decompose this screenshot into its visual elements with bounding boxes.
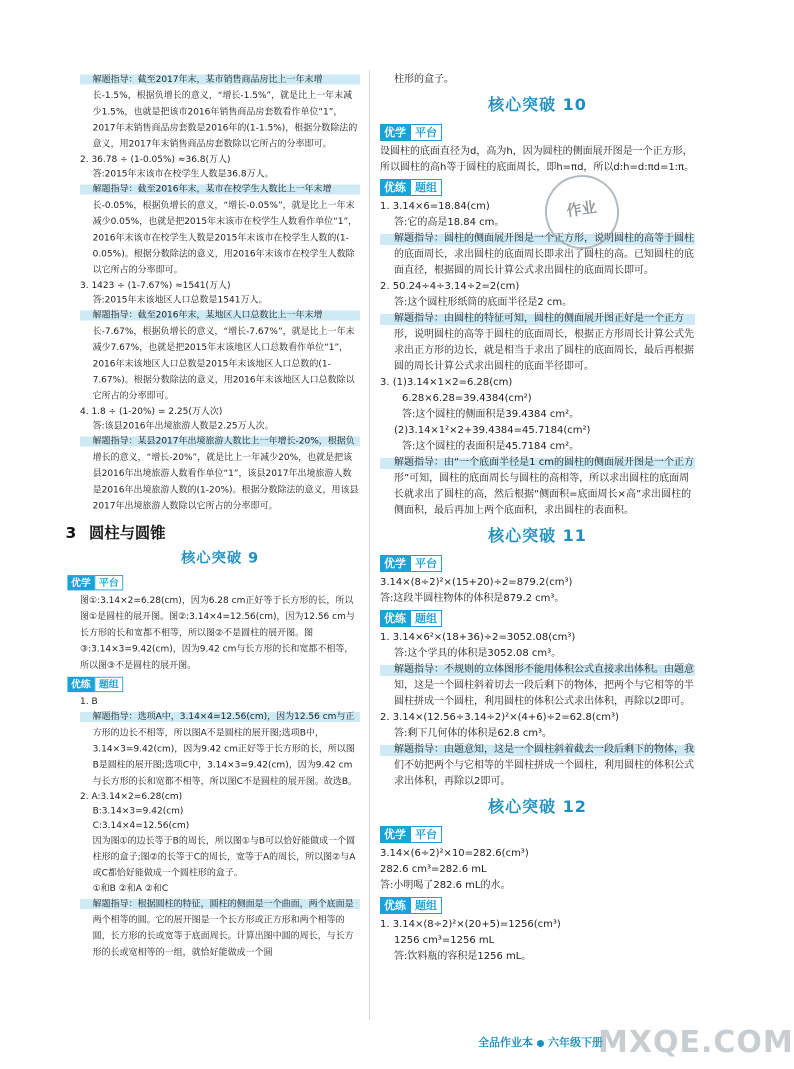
answer-line: 3.14×(8÷2)²×(15+20)÷2=879.2(cm³) [380,577,573,588]
answer-line: B:3.14×3=9.42(cm) [92,806,184,817]
badge-part: 题组 [410,610,442,627]
paragraph: 图①:3.14×2=6.28(cm)，因为6.28 cm正好等于长方形的长，所以图①是圆柱的展开图。图②:3.14×4=12.56(cm)，因为12.56 cm与长方形的长和宽都不相等，所以图②不是圆柱的展开图。图③:3.14×3=9.42(cm)，因为9.42 cm与长方形的长和宽都不相等，所以图③不是圆柱的展开图。 [80,595,355,671]
answer-line: 答:剩下几何体的体积是62.8 cm³。 [394,728,553,739]
footer-brand: 全品作业本 [478,1036,533,1049]
answer-line: 3. 1423 ÷ (1-7.67%) ≈1541(万人) [80,280,231,291]
analysis-block: 解题指导：截至2017年末，某市销售商品房比上一年末增长-1.5%，根据负增长的意义，“增长-1.5%”，就是比上一年末减少1.5%，也就是把该市2016年销售商品房套数看作单位“1”，2017年末销售商品房套数是2016年的(1-1.5%)，根据分数除法的意义，用2017年末销售商品房套数除以它所占的分率即可。 [80,72,360,153]
analysis-block: 解题指导：由“一个底面半径是1 cm的圆柱的侧面展开图是一个正方形”可知，圆柱的底面周长与圆柱的高相等，所以求出圆柱的底面周长就求出了圆柱的高，然后根据“侧面积=底面周长×高”求出圆柱的侧面积，最后再加上两个底面积，求出圆柱的表面积。 [380,455,695,519]
answer-line: 答:该县2016年出境旅游人数是2.25万人次。 [92,421,274,432]
badge-youlian [380,179,442,196]
answer-line: 3. (1)3.14×1×2=6.28(cm) [380,377,513,388]
column-divider [369,70,370,1020]
chapter-title [66,520,360,543]
badge-part: 优练 [67,677,94,692]
section-heading-9: 核心突破 9 [180,549,260,567]
answer-line: 1. 3.14×6=18.84(cm) [380,201,490,212]
answer-line: 2. 36.78 ÷ (1-0.05%) ≈36.8(万人) [80,154,231,165]
answer-line: 答:它的高是18.84 cm。 [394,217,505,228]
answer-line: 答:饮料瓶的容积是1256 mL。 [394,951,532,962]
badge-youlian [67,677,123,692]
footer-grade: 六年级下册 [548,1036,603,1049]
analysis-block: 解题指导：根据圆柱的特征，圆柱的侧面是一个曲面，两个底面是两个相等的圆。它的展开图是一个长方形或正方形和两个相等的圆，长方形的长或宽等于底面周长。计算出图中圆的周长，与长方形的长或宽相等的一组，就恰好能做成一个圆 [80,896,360,961]
answer-line: 1. B [80,696,98,707]
bullet-icon [537,1040,544,1047]
answer-line: 4. 1.8 ÷ (1-20%) = 2.25(万人次) [80,406,223,417]
analysis-block: 解题指导：由题意知，这是一个圆柱斜着截去一段后剩下的物体，我们不妨把两个与它相等的半圆柱拼成一个圆柱，利用圆柱的体积公式求出体积，再除以2即可。 [380,742,695,790]
badge-part: 优学 [67,575,94,590]
answer-line: 因为图①的边长等于B的周长，所以图①与B可以恰好能做成一个圆柱形的盒子;图②的长等于C的周长，宽等于A的周长，所以图②与A或C都恰好能做成一个圆柱形的盒子。 [92,836,356,879]
left-column [65,72,360,961]
chapter-name: 圆柱与圆锥 [89,524,166,543]
badge-youlian [380,897,442,914]
answer-line: 答:小明喝了282.6 mL的水。 [380,880,511,891]
badge-part: 优练 [380,179,410,196]
answer-line: 答:2015年末该市在校学生人数是36.8万人。 [92,169,274,180]
site-watermark: MXQE.COM [598,1025,794,1060]
right-column [380,72,695,965]
badge-part: 题组 [410,897,442,914]
answer-line: 1. 3.14×6²×(18+36)÷2=3052.08(cm³) [380,632,576,643]
badge-part: 优学 [380,555,410,572]
answer-line: 1256 cm³=1256 mL [394,935,495,946]
badge-youxue [67,575,123,590]
badge-part: 优学 [380,826,410,843]
homework-stamp: 作业 [540,170,624,254]
answer-line: (2)3.14×1²×2+39.4384=45.7184(cm²) [394,425,591,436]
analysis-block: 解题指导：截至2016年末，某市在校学生人数比上一年末增长-0.05%，根据负增长的意义，“增长-0.05%”，就是比上一年末减少0.05%，也就是把2015年末该市在校学生人数看作单位“1”，2016年末该市在校学生人数是2015年末该市在校学生人数的(1-0.05%)。根据分数除法的意义，用2016年末该市在校学生人数除以它所占的分率即可。 [80,182,360,279]
badge-youxue [380,124,442,141]
answer-line: 答:这个圆柱形纸筒的底面半径是2 cm。 [394,297,573,308]
answer-line: 答:这段半圆柱物体的体积是879.2 cm³。 [380,593,565,604]
analysis-block: 解题指导：由圆柱的特征可知，圆柱的侧面展开图正好是一个正方形，说明圆柱的高等于圆柱的底面周长，根据正方形周长计算公式先求出正方形的边长，就是相当于求出了圆柱的底面周长，最后再根据圆的周长计算公式求出圆柱的底面半径即可。 [380,311,695,375]
badge-part: 题组 [94,677,123,692]
section-heading-12: 核心突破 12 [488,797,587,816]
answer-line: 答:这个学具的体积是3052.08 cm³。 [394,648,562,659]
badge-youxue [380,826,442,843]
section-heading-11: 核心突破 11 [488,526,587,545]
badge-part: 平台 [410,124,442,141]
answer-line: 3.14×(6÷2)²×10=282.6(cm³) [380,848,529,859]
badge-youlian [380,610,442,627]
answer-line: 282.6 cm³=282.6 mL [380,864,487,875]
answer-line: 答:这个圆柱的表面积是45.7184 cm²。 [402,441,580,452]
analysis-block: 解题指导：圆柱的侧面展开图是一个正方形，说明圆柱的高等于圆柱的底面周长，求出圆柱的底面周长即求出了圆柱的高。已知圆柱的底面直径，根据圆的周长计算公式求出圆柱的底面周长即可。 [380,231,695,279]
answer-line: 1. 3.14×(8÷2)²×(20+5)=1256(cm³) [380,919,561,930]
answer-line: 答:这个圆柱的侧面积是39.4384 cm²。 [402,409,580,420]
answer-line: 2. 3.14×(12.56÷3.14÷2)²×(4+6)÷2=62.8(cm³) [380,712,619,723]
badge-part: 平台 [410,826,442,843]
analysis-block: 解题指导：某县2017年出境旅游人数比上一年增长-20%，根据负增长的意义，“增长-20%”，就是比上一年减少20%，也就是把该县2016年出境旅游人数看作单位“1”，该县2017年出境旅游人数是2016年出境旅游人数的(1-20%)。根据分数除法的意义，用该县2017年出境旅游人数除以它所占的分率即可。 [80,434,360,515]
section-heading-10: 核心突破 10 [488,95,587,114]
badge-part: 优练 [380,610,410,627]
badge-part: 平台 [94,575,123,590]
answer-line: 答:2015年末该地区人口总数是1541万人。 [92,295,268,306]
chapter-number: 3 [65,524,77,543]
badge-part: 优练 [380,897,410,914]
badge-part: 优学 [380,124,410,141]
page-footer [478,1034,603,1050]
analysis-block: 解题指导：不规则的立体图形不能用体积公式直接求出体积。由题意知，这是一个圆柱斜着切去一段后剩下的物体，把两个与它相等的半圆柱拼成一个圆柱，利用圆柱的体积公式求出体积，再除以2即可。 [380,662,695,710]
continued-text: 柱形的盒子。 [394,74,454,85]
badge-youxue [380,555,442,572]
badge-part: 平台 [410,555,442,572]
answer-line: 6.28×6.28=39.4384(cm²) [402,393,532,404]
answer-line: 2. 50.24÷4÷3.14÷2=2(cm) [380,281,520,292]
answer-line: 2. A:3.14×2=6.28(cm) [80,792,183,802]
answer-line: ①和B ②和A ②和C [92,883,169,894]
answer-line: C:3.14×4=12.56(cm) [92,820,190,831]
analysis-block: 解题指导：选项A中，3.14×4=12.56(cm)，因为12.56 cm与正方形的边长不相等，所以图A不是圆柱的展开图;选项B中，3.14×3=9.42(cm)，因为9.42 cm正好等于长方形的长，所以图B是圆柱的展开图;选项C中，3.14×3=9.42(cm)，因为9.42 cm与长方形的长和宽都不相等，所以图C不是圆柱的展开图。故选B。 [80,709,360,790]
badge-part: 题组 [410,179,442,196]
analysis-block: 解题指导：截至2016年末，某地区人口总数比上一年末增长-7.67%，根据负增长的意义，“增长-7.67%”，就是比上一年末减少7.67%，也就是把2015年末该地区人口总数看作单位“1”，2016年末该地区人口总数是2015年末该地区人口总数的(1-7.67%)。根据分数除法的意义，用2016年末该地区人口总数除以它所占的分率即可。 [80,308,360,405]
paragraph: 设圆柱的底面直径为d，高为h，因为圆柱的侧面展开图是一个正方形，所以圆柱的高h等于圆柱的底面周长，即h=πd，所以d:h=d:πd=1:π。 [380,146,695,173]
